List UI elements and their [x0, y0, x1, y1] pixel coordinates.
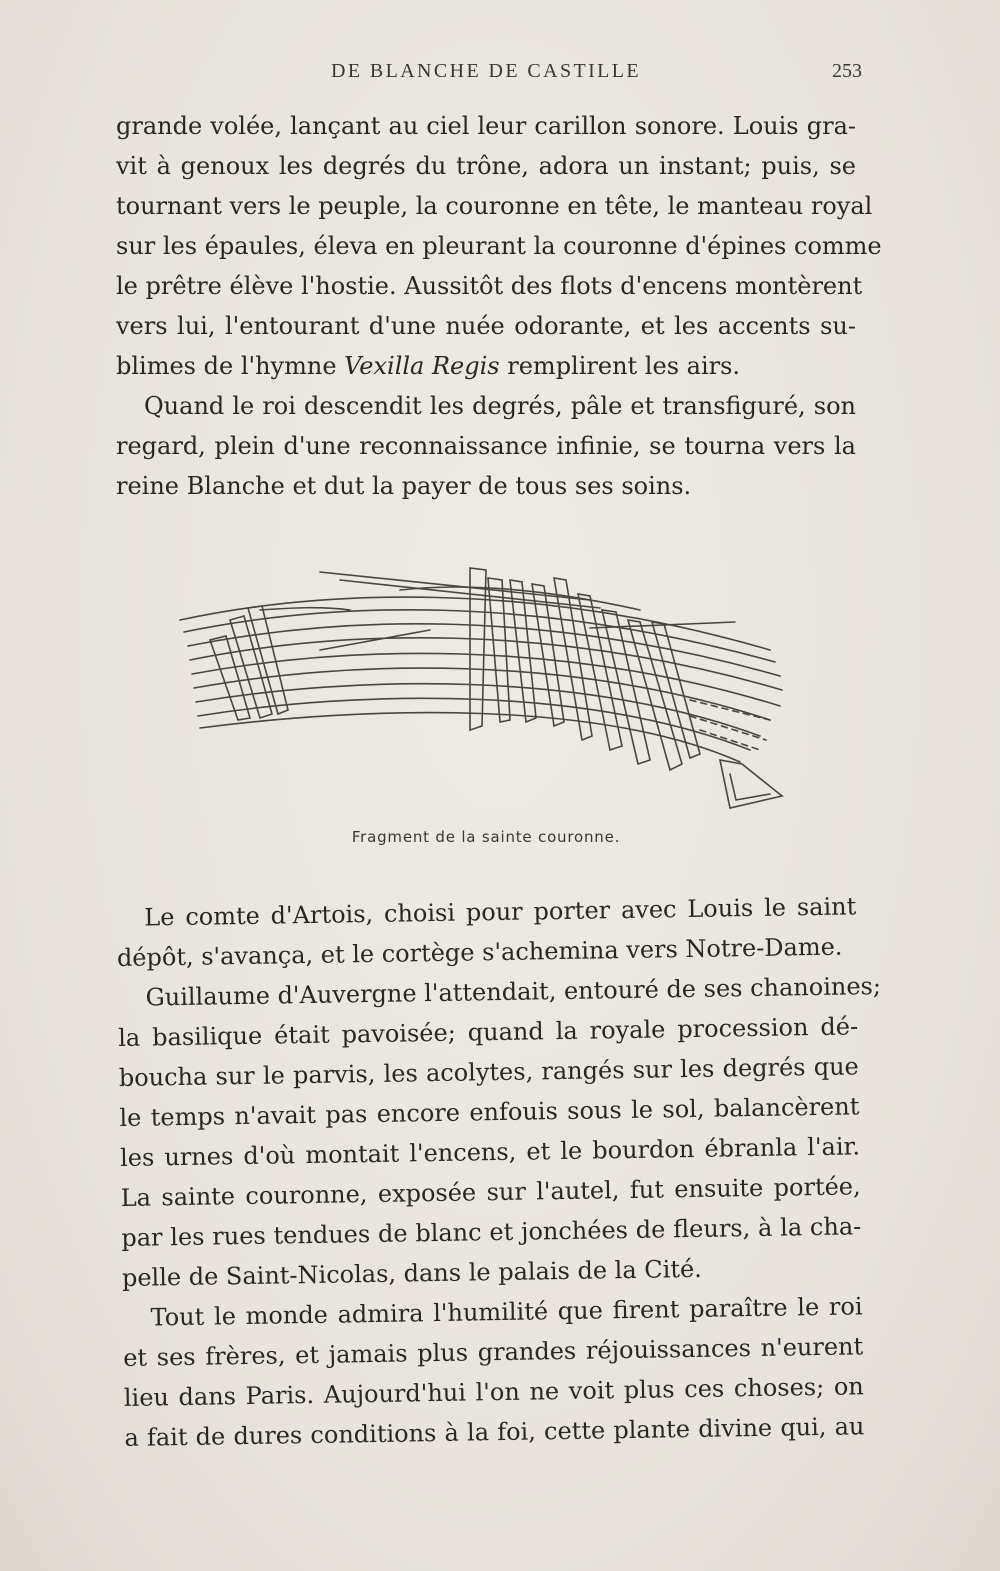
text-line: a fait de dures conditions à la foi, cette plante divine qui, au	[124, 1412, 865, 1452]
text-line: les urnes d'où montait l'encens, et le bourdon ébranla l'air.	[119, 1132, 861, 1172]
text-line: vit à genoux les degrés du trône, adora un instant; puis, se	[116, 152, 856, 180]
text-run: remplirent les airs.	[499, 352, 741, 380]
text-run: blimes de l'hymne	[116, 352, 345, 380]
text-line: regard, plein d'une reconnaissance infinie, se tourna vers la	[116, 432, 856, 460]
text-line: pelle de Saint-Nicolas, dans le palais de la Cité.	[121, 1254, 703, 1292]
paragraph-3	[116, 886, 857, 978]
text-line: et ses frères, et jamais plus grandes réjouissances n'eurent	[123, 1332, 864, 1372]
page-number: 253	[832, 60, 862, 82]
figure-caption: Fragment de la sainte couronne.	[351, 828, 621, 846]
text-line	[116, 346, 856, 386]
text-line: Guillaume d'Auvergne l'attendait, entouré de ses chanoines;	[145, 971, 882, 1012]
text-line: grande volée, lançant au ciel leur carillon sonore. Louis gra-	[116, 112, 856, 140]
text-block-top	[116, 106, 882, 506]
text-line: le prêtre élève l'hostie. Aussitôt des flots d'encens montèrent	[116, 272, 863, 300]
text-block-bottom	[116, 886, 882, 1458]
text-line: reine Blanche et dut la payer de tous ses soins.	[116, 472, 692, 500]
text-line: sur les épaules, éleva en pleurant la couronne d'épines comme	[116, 232, 882, 260]
paragraph-4	[117, 966, 882, 1298]
running-head	[116, 60, 862, 94]
text-line: le temps n'avait pas encore enfouis sous le sol, balancèrent	[119, 1092, 860, 1132]
text-line: La sainte couronne, exposée sur l'autel, fut ensuite portée,	[120, 1172, 861, 1212]
text-line: tournant vers le peuple, la couronne en tête, le manteau royal	[116, 192, 873, 220]
text-line: Le comte d'Artois, choisi pour porter avec Louis le saint	[144, 892, 857, 932]
text-line: Tout le monde admira l'humilité que firent paraître le roi	[150, 1292, 863, 1332]
hymn-title: Vexilla Regis	[344, 352, 500, 380]
text-line: boucha sur le parvis, les acolytes, rangés sur les degrés que	[118, 1052, 859, 1092]
paragraph-2	[116, 386, 856, 506]
crown-of-thorns-illustration	[170, 550, 810, 825]
paragraph-5	[122, 1286, 864, 1458]
paragraph-1	[116, 106, 882, 386]
text-line: vers lui, l'entourant d'une nuée odorante, et les accents su-	[116, 312, 856, 340]
text-line: Quand le roi descendit les degrés, pâle et transfiguré, son	[144, 392, 856, 420]
text-line: par les rues tendues de blanc et jonchées de fleurs, à la cha-	[121, 1212, 862, 1252]
text-line: lieu dans Paris. Aujourd'hui l'on ne voit plus ces choses; on	[123, 1372, 864, 1412]
text-line: la basilique était pavoisée; quand la royale procession dé-	[117, 1012, 859, 1052]
text-line: dépôt, s'avança, et le cortège s'achemina vers Notre-Dame.	[116, 932, 843, 972]
running-title: DE BLANCHE DE CASTILLE	[331, 60, 641, 82]
